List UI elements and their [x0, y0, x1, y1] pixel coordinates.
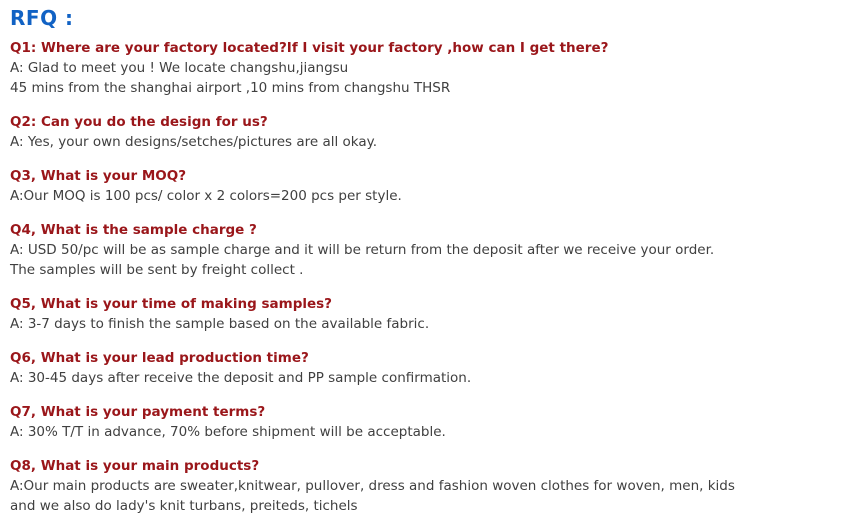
faq-item-q5: [10, 294, 836, 334]
answer-line: A: Glad to meet you ! We locate changshu,jiangsu: [10, 60, 349, 76]
answer-line: A:Our MOQ is 100 pcs/ color x 2 colors=200 pcs per style.: [10, 188, 402, 204]
question-heading: Q6, What is your lead production time?: [10, 350, 309, 366]
faq-item-q2: [10, 112, 836, 152]
answer-line: 45 mins from the shanghai airport ,10 mins from changshu THSR: [10, 80, 451, 96]
question-heading: Q3, What is your MOQ?: [10, 168, 187, 184]
faq-item-q4: [10, 220, 836, 280]
answer-line: A:Our main products are sweater,knitwear, pullover, dress and fashion woven clothes for woven, men, kids: [10, 478, 735, 494]
question-heading: Q5, What is your time of making samples?: [10, 296, 333, 312]
answer-line: A: 3-7 days to finish the sample based on the available fabric.: [10, 316, 430, 332]
answer-line: A: 30% T/T in advance, 70% before shipment will be acceptable.: [10, 424, 446, 440]
question-heading: Q4, What is the sample charge ?: [10, 222, 257, 238]
faq-item-q3: [10, 166, 836, 206]
faq-item-q7: [10, 402, 836, 442]
question-heading: Q2: Can you do the design for us?: [10, 114, 268, 130]
faq-item-q6: [10, 348, 836, 388]
faq-item-q1: [10, 38, 836, 98]
question-heading: Q8, What is your main products?: [10, 458, 260, 474]
answer-line: A: Yes, your own designs/setches/pictures are all okay.: [10, 134, 378, 150]
question-heading: Q1: Where are your factory located?If I visit your factory ,how can I get there?: [10, 40, 609, 56]
answer-line: A: 30-45 days after receive the deposit and PP sample confirmation.: [10, 370, 472, 386]
answer-line: and we also do lady's knit turbans, preiteds, tichels: [10, 498, 358, 514]
answer-line: The samples will be sent by freight collect .: [10, 262, 304, 278]
page-title: RFQ :: [10, 6, 74, 30]
answer-line: A: USD 50/pc will be as sample charge and it will be return from the deposit after we receive your order.: [10, 242, 715, 258]
faq-item-q8: [10, 456, 836, 516]
question-heading: Q7, What is your payment terms?: [10, 404, 266, 420]
